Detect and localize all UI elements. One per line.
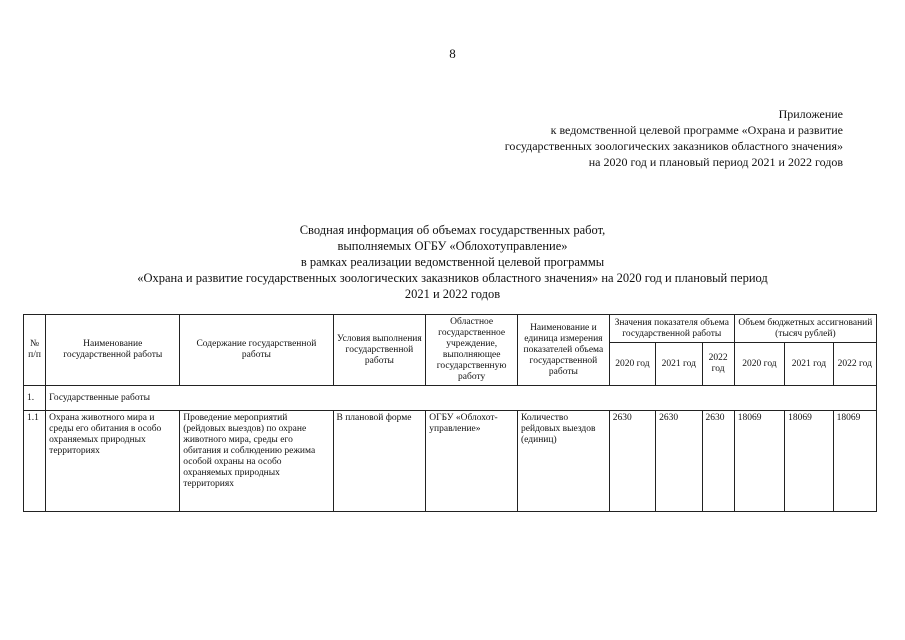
title-line: «Охрана и развитие государственных зоологических заказников областного значения» на 2020 год и плановый период [137, 271, 768, 285]
cell-institution: ОГБУ «Облохот-управление» [426, 411, 518, 512]
cell-budget-2021: 18069 [785, 411, 833, 512]
header-value-2020: 2020 год [609, 343, 655, 386]
cell-budget-2022: 18069 [833, 411, 876, 512]
header-budget-2022: 2022 год [833, 343, 876, 386]
section-row [24, 386, 877, 411]
appendix-line: к ведомственной целевой программе «Охрана и развитие [550, 123, 843, 137]
cell-value-2022: 2630 [702, 411, 734, 512]
header-conditions: Условия выполнения государственной работы [333, 315, 426, 386]
section-num: 1. [24, 386, 46, 411]
title-line: в рамках реализации ведомственной целевой программы [300, 255, 605, 269]
header-institution: Областное государственное учреждение, выполняющее государственную работу [426, 315, 518, 386]
appendix-line: государственных зоологических заказников областного значения» [504, 139, 843, 153]
cell-value-2020: 2630 [609, 411, 655, 512]
document-title [0, 222, 905, 302]
header-budget-2021: 2021 год [785, 343, 833, 386]
page-number: 8 [449, 46, 456, 61]
header-value-2022: 2022 год [702, 343, 734, 386]
works-table [23, 314, 877, 512]
appendix-line: на 2020 год и плановый период 2021 и 2022 годов [588, 155, 843, 169]
table-row [24, 411, 877, 512]
appendix-line: Приложение [778, 107, 843, 121]
section-label: Государственные работы [46, 386, 877, 411]
header-budget-2020: 2020 год [734, 343, 784, 386]
header-name: Наименование государственной работы [46, 315, 180, 386]
cell-value-2021: 2630 [656, 411, 702, 512]
cell-indicator: Количество рейдовых выездов (единиц) [518, 411, 610, 512]
cell-budget-2020: 18069 [734, 411, 784, 512]
header-budget-group: Объем бюджетных ассигнований (тысяч рублей) [734, 315, 876, 343]
title-line: 2021 и 2022 годов [404, 287, 501, 301]
cell-num: 1.1 [24, 411, 46, 512]
cell-content: Проведение мероприятий (рейдовых выездов) по охране животного мира, среды его обитания и соблюдению режима особой охраны на особо охраняемых природных территориях [180, 411, 333, 512]
header-value-2021: 2021 год [656, 343, 702, 386]
header-values-group: Значения показателя объема государственной работы [609, 315, 734, 343]
title-line: Сводная информация об объемах государственных работ, [299, 223, 606, 237]
header-indicator: Наименование и единица измерения показателей объема государственной работы [518, 315, 610, 386]
header-num: № п/п [24, 315, 46, 386]
cell-name: Охрана животного мира и среды его обитания в особо охраняемых природных территориях [46, 411, 180, 512]
cell-conditions: В плановой форме [333, 411, 426, 512]
table-header-row [24, 315, 877, 343]
appendix-block [505, 106, 843, 170]
header-content: Содержание государственной работы [180, 315, 333, 386]
title-line: выполняемых ОГБУ «Облохотуправление» [337, 239, 568, 253]
